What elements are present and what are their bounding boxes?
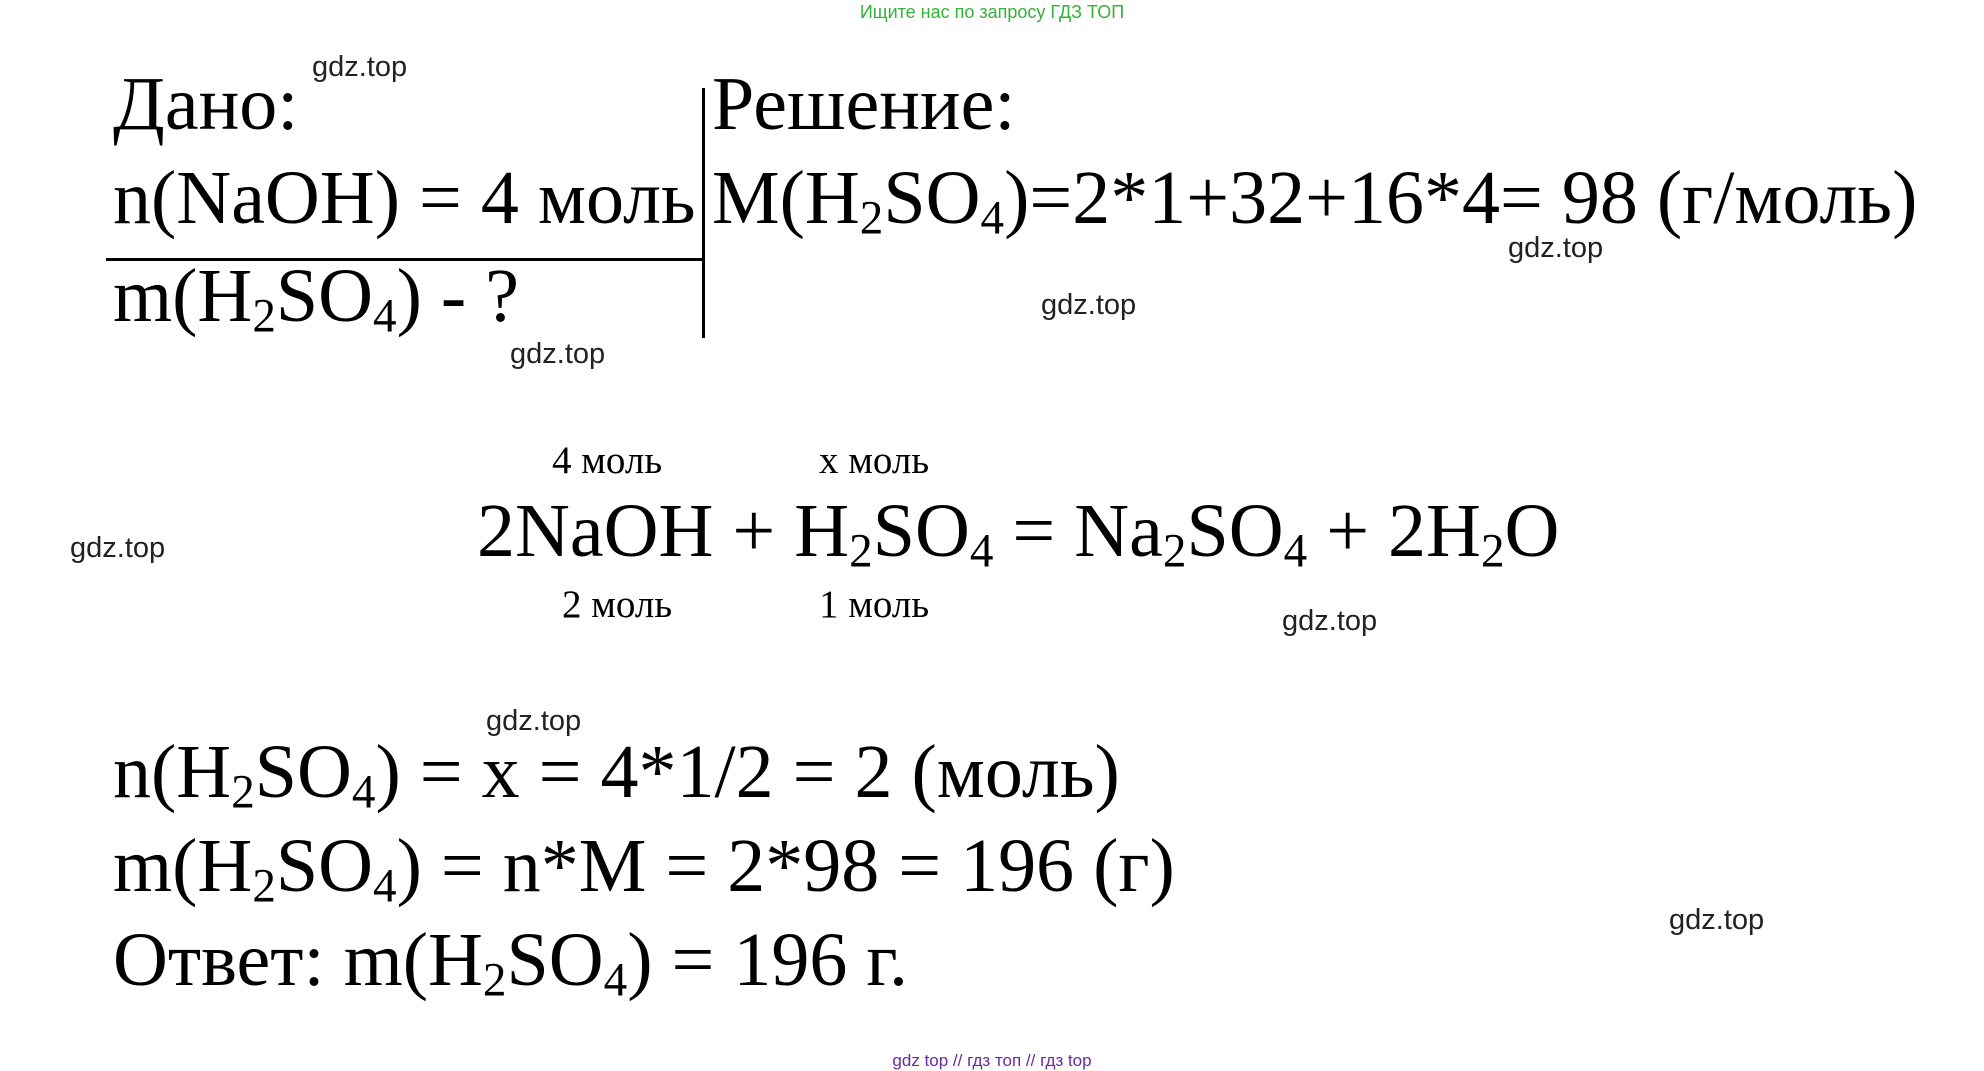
watermark: gdz.top — [312, 51, 408, 83]
coef-below-h2so4: 1 моль — [819, 583, 930, 626]
watermark: gdz.top — [1508, 232, 1604, 264]
coef-above-h2so4: x моль — [819, 439, 930, 482]
given-find: $m(H_2SO_4)$ - ? — [113, 254, 519, 343]
watermark: gdz.top — [486, 705, 582, 737]
watermark: gdz.top — [1669, 904, 1765, 936]
coef-above-naoh: 4 моль — [552, 439, 663, 482]
given-heading: Дано: — [113, 62, 299, 146]
answer-line: Ответ: $m(H_2SO_4) = 196$ г. — [113, 918, 908, 1007]
reaction-equation: 2NaOH + $H_2SO_4 = Na_2SO_4 + 2H_2O$ — [477, 489, 1560, 578]
coef-below-naoh: 2 моль — [562, 583, 673, 626]
solution-heading: Решение: — [712, 62, 1016, 146]
watermark: gdz.top — [510, 338, 606, 370]
watermark: gdz.top — [1041, 289, 1137, 321]
given-line-naoh: n(NaOH) = 4 моль — [113, 156, 696, 240]
molar-mass-line: $M(H_2SO_4)=2*1+32+16*4= 98$ (г/моль) — [712, 156, 1918, 245]
vertical-separator — [702, 88, 705, 338]
footer-links[interactable]: gdz top // гдз топ // гдз top — [892, 1051, 1092, 1070]
result-mass: $m(H_2SO_4) = n*M = 2*98 = 196$ (г) — [113, 824, 1175, 913]
watermark: gdz.top — [1282, 605, 1378, 637]
top-banner: Ищите нас по запросу ГДЗ ТОП — [859, 2, 1125, 22]
watermark: gdz.top — [70, 532, 166, 564]
result-moles: $n(H_2SO_4) = x = 4*1/2 = 2$ (моль) — [113, 730, 1120, 819]
